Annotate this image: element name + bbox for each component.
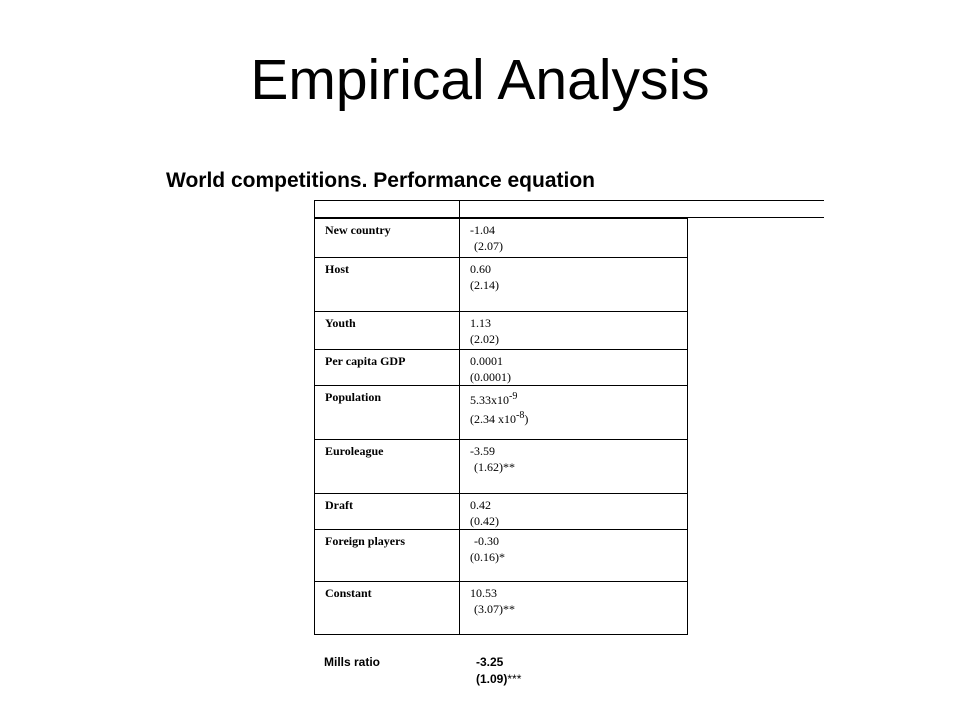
coefficient-exponent: -9 (509, 391, 518, 402)
variable-name: Host (315, 258, 460, 312)
estimate-cell (460, 219, 688, 258)
standard-error: (2.02) (470, 332, 499, 346)
mills-ratio-se-value: (1.09) (476, 672, 508, 686)
variable-name: Euroleague (315, 440, 460, 494)
coefficient: 1.13 (470, 316, 491, 330)
coefficient: -0.30 (474, 534, 499, 548)
variable-name: Foreign players (315, 530, 460, 582)
coefficient: -1.04 (470, 223, 495, 237)
table-row (315, 350, 688, 386)
variable-name: Population (315, 386, 460, 440)
standard-error: (0.42) (470, 514, 499, 528)
coefficient: 0.0001 (470, 354, 503, 368)
table-row (315, 312, 688, 350)
standard-error (470, 408, 681, 427)
estimate-cell (460, 530, 688, 582)
coefficient: -3.59 (470, 444, 495, 458)
standard-error: (0.16)* (470, 550, 505, 564)
mills-ratio-label: Mills ratio (324, 655, 381, 669)
estimate-cell (460, 440, 688, 494)
table-row (315, 440, 688, 494)
standard-error-exponent: -8 (516, 410, 525, 421)
table-row (315, 582, 688, 635)
standard-error-base: (2.34 x10 (470, 412, 516, 426)
variable-name: New country (315, 219, 460, 258)
estimate-cell (460, 386, 688, 440)
standard-error: (0.0001) (470, 370, 511, 384)
coefficient: 0.60 (470, 262, 491, 276)
coefficient: 0.42 (470, 498, 491, 512)
mills-ratio-coefficient: -3.25 (476, 655, 504, 669)
estimate-cell (460, 350, 688, 386)
coefficient (470, 389, 681, 408)
estimate-cell (460, 582, 688, 635)
coefficient-base: 5.33x10 (470, 393, 509, 407)
table-row (315, 494, 688, 530)
variable-name: Draft (315, 494, 460, 530)
variable-name: Constant (315, 582, 460, 635)
table-row (315, 258, 688, 312)
standard-error: (1.62)** (474, 460, 515, 474)
table-header-row (314, 200, 824, 218)
variable-name: Per capita GDP (315, 350, 460, 386)
variable-name: Youth (315, 312, 460, 350)
table-row (315, 386, 688, 440)
table-subtitle: World competitions. Performance equation (166, 169, 596, 192)
standard-error: (3.07)** (474, 602, 515, 616)
table-row (315, 219, 688, 258)
mills-ratio-standard-error (476, 671, 521, 688)
standard-error: (2.07) (474, 239, 503, 253)
estimate-cell (460, 494, 688, 530)
slide-title: Empirical Analysis (250, 48, 710, 112)
estimate-cell (460, 258, 688, 312)
estimate-cell (460, 312, 688, 350)
mills-ratio-stars: *** (507, 672, 522, 686)
table-row (315, 530, 688, 582)
standard-error-close: ) (524, 412, 529, 426)
coefficient: 10.53 (470, 586, 497, 600)
header-divider (459, 201, 460, 217)
standard-error: (2.14) (470, 278, 499, 292)
regression-table (314, 218, 688, 635)
